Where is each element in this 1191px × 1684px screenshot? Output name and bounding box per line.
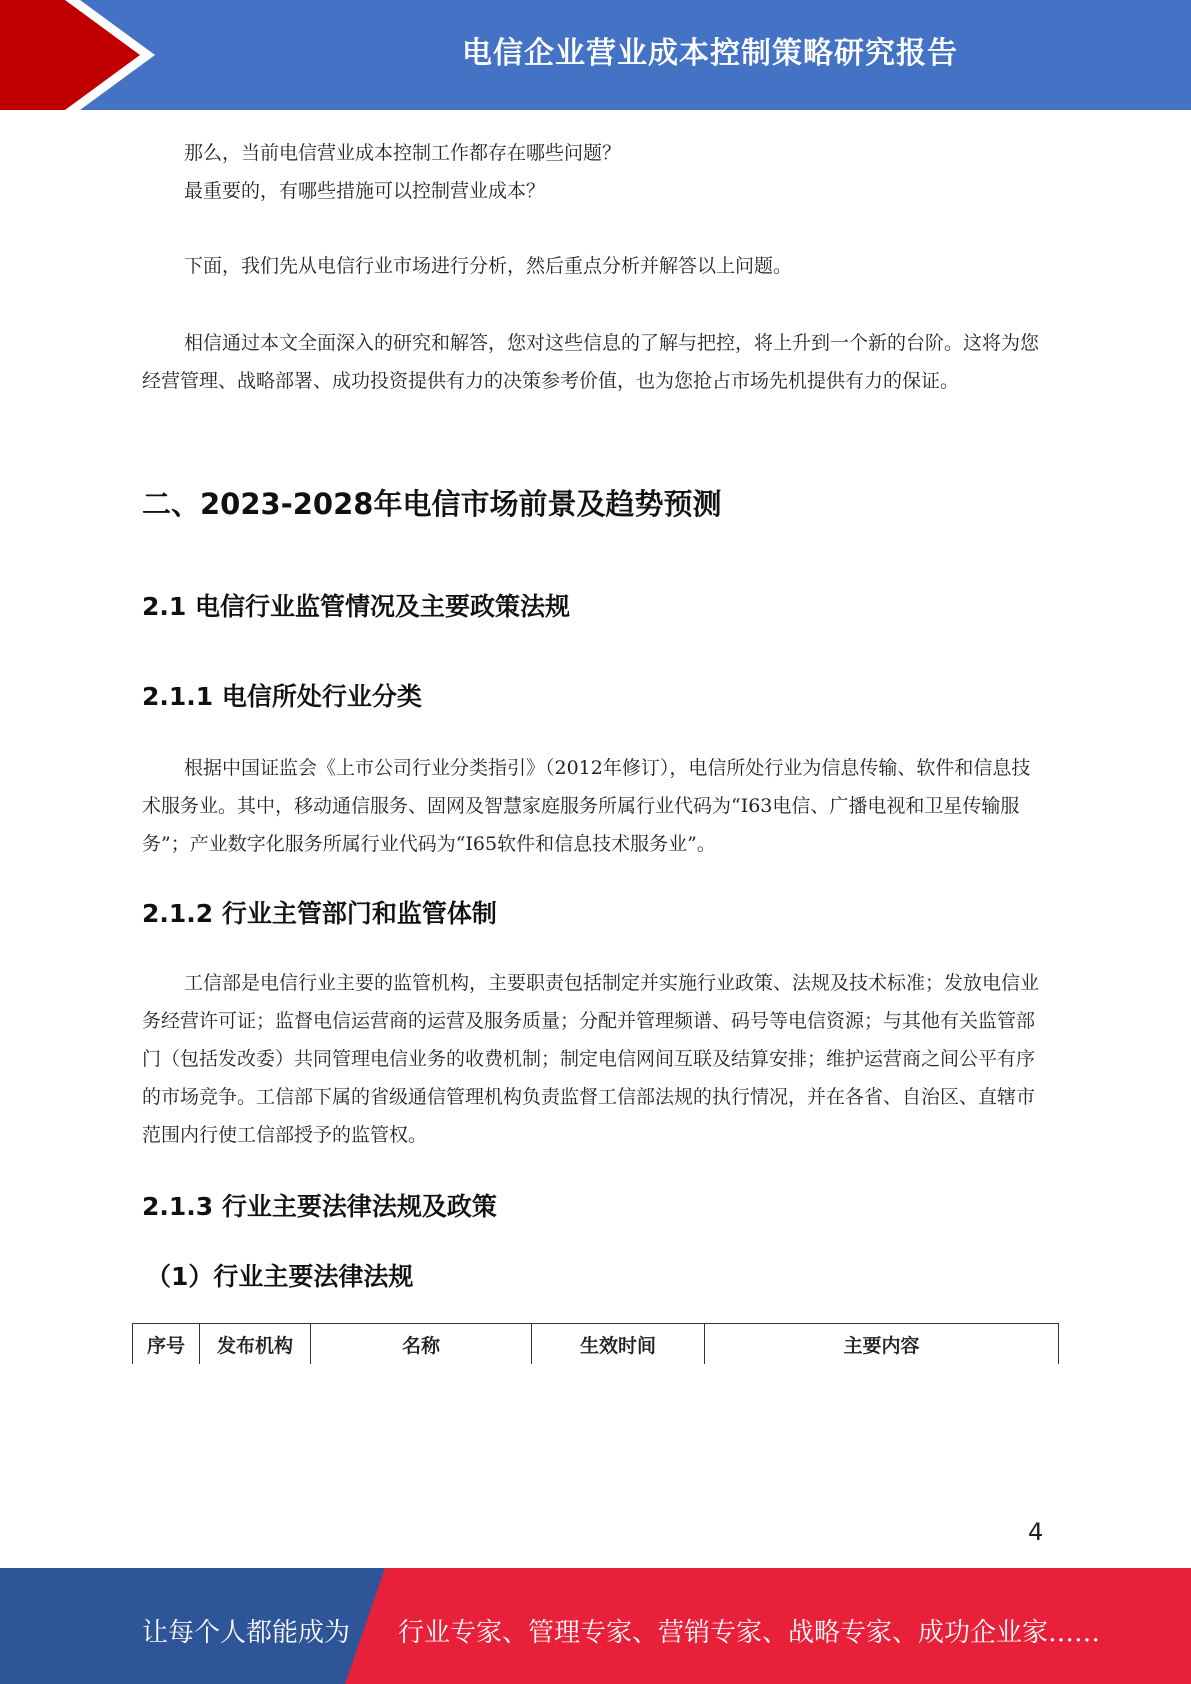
column-header: 发布机构	[200, 1324, 311, 1365]
subsubsection-heading: 2.1.2 行业主管部门和监管体制	[142, 899, 497, 928]
column-header: 序号	[133, 1324, 200, 1365]
paragraph: 下面，我们先从电信行业市场进行分析，然后重点分析并解答以上问题。	[184, 255, 793, 277]
paragraph: 那么，当前电信营业成本控制工作都存在哪些问题？	[184, 142, 622, 164]
column-header: 名称	[311, 1324, 532, 1365]
page-number: 4	[1028, 1518, 1044, 1546]
column-header: 生效时间	[532, 1324, 705, 1365]
footer-slogan-left: 让每个人都能成为	[142, 1618, 351, 1648]
paragraph: 最重要的，有哪些措施可以控制营业成本？	[184, 180, 546, 202]
laws-table	[132, 1323, 1059, 1364]
page-footer	[0, 1568, 1191, 1684]
section-heading: 二、2023-2028年电信市场前景及趋势预测	[142, 487, 722, 521]
paragraph: 相信通过本文全面深入的研究和解答，您对这些信息的了解与把控，将上升到一个新的台阶。这将为您经营管理、战略部署、成功投资提供有力的决策参考价值，也为您抢占市场先机提供有力的保证。	[142, 332, 1040, 392]
page-header	[0, 0, 1191, 110]
report-title: 电信企业营业成本控制策略研究报告	[462, 36, 958, 71]
subsection-heading: 2.1 电信行业监管情况及主要政策法规	[142, 592, 570, 621]
column-header: 主要内容	[705, 1324, 1059, 1365]
footer-slogan-right: 行业专家、管理专家、营销专家、战略专家、成功企业家……	[398, 1618, 1101, 1648]
paragraph: 工信部是电信行业主要的监管机构，主要职责包括制定并实施行业政策、法规及技术标准；发放电信业务经营许可证；监督电信运营商的运营及服务质量；分配并管理频谱、码号等电信资源；与其他有关监管部门（包括发改委）共同管理电信业务的收费机制；制定电信网间互联及结算安排；维护运营商之间公平有序的市场竞争。工信部下属的省级通信管理机构负责监督工信部法规的执行情况，并在各省、自治区、直辖市范围内行使工信部授予的监管权。	[142, 972, 1040, 1146]
subsubsection-heading: 2.1.1 电信所处行业分类	[142, 682, 422, 711]
subsubsection-heading: 2.1.3 行业主要法律法规及政策	[142, 1192, 497, 1221]
table-header-row	[133, 1324, 1059, 1365]
paragraph: 根据中国证监会《上市公司行业分类指引》（2012年修订），电信所处行业为信息传输、软件和信息技术服务业。其中，移动通信服务、固网及智慧家庭服务所属行业代码为“I63电信、广播电视和卫星传输服务”；产业数字化服务所属行业代码为“I65软件和信息技术服务业”。	[142, 757, 1031, 855]
list-heading: （1）行业主要法律法规	[146, 1262, 414, 1291]
